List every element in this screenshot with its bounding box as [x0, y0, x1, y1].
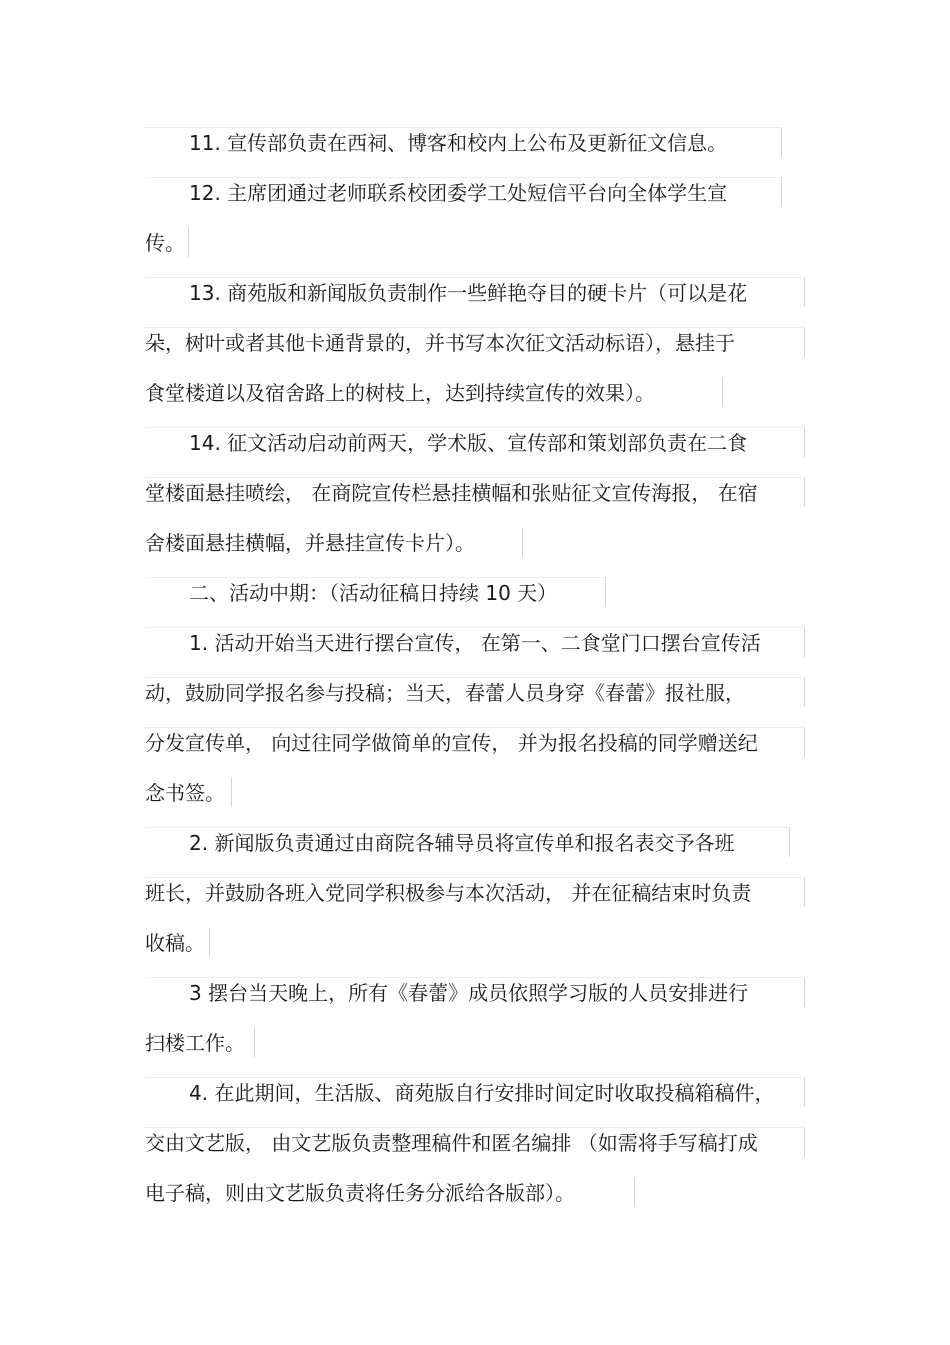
text-line: 舍楼面悬挂横幅，并悬挂宣传卡片）。 — [145, 527, 523, 557]
text-line: 念书签。 — [145, 777, 232, 807]
text-line: 2. 新闻版负责通过由商院各辅导员将宣传单和报名表交予各班 — [145, 827, 790, 857]
text-line: 交由文艺版， 由文艺版负责整理稿件和匿名编排 （如需将手写稿打成 — [145, 1127, 805, 1157]
section-heading: 二、活动中期：（活动征稿日持续 10 天） — [145, 577, 606, 607]
text-line: 食堂楼道以及宿舍路上的树枝上，达到持续宣传的效果）。 — [145, 377, 723, 407]
text-line: 朵，树叶或者其他卡通背景的，并书写本次征文活动标语），悬挂于 — [145, 327, 805, 357]
text-line: 收稿。 — [145, 927, 210, 957]
text-line: 电子稿，则由文艺版负责将任务分派给各版部）。 — [145, 1177, 635, 1207]
text-line: 11. 宣传部负责在西祠、博客和校内上公布及更新征文信息。 — [145, 127, 782, 157]
text-line: 堂楼面悬挂喷绘， 在商院宣传栏悬挂横幅和张贴征文宣传海报， 在宿 — [145, 477, 805, 507]
text-line: 13. 商苑版和新闻版负责制作一些鲜艳夺目的硬卡片（可以是花 — [145, 277, 805, 307]
text-line: 12. 主席团通过老师联系校团委学工处短信平台向全体学生宣 — [145, 177, 782, 207]
text-line: 班长，并鼓励各班入党同学积极参与本次活动， 并在征稿结束时负责 — [145, 877, 805, 907]
text-line: 4. 在此期间，生活版、商苑版自行安排时间定时收取投稿箱稿件， — [145, 1077, 805, 1107]
text-line: 分发宣传单， 向过往同学做简单的宣传， 并为报名投稿的同学赠送纪 — [145, 727, 805, 757]
text-line: 传。 — [145, 227, 189, 257]
text-line: 动，鼓励同学报名参与投稿；当天，春蕾人员身穿《春蕾》报社服， — [145, 677, 805, 707]
text-line: 扫楼工作。 — [145, 1027, 255, 1057]
text-line: 14. 征文活动启动前两天，学术版、宣传部和策划部负责在二食 — [145, 427, 805, 457]
text-line: 3 摆台当天晚上，所有《春蕾》成员依照学习版的人员安排进行 — [145, 977, 805, 1007]
text-line: 1. 活动开始当天进行摆台宣传， 在第一、二食堂门口摆台宣传活 — [145, 627, 805, 657]
